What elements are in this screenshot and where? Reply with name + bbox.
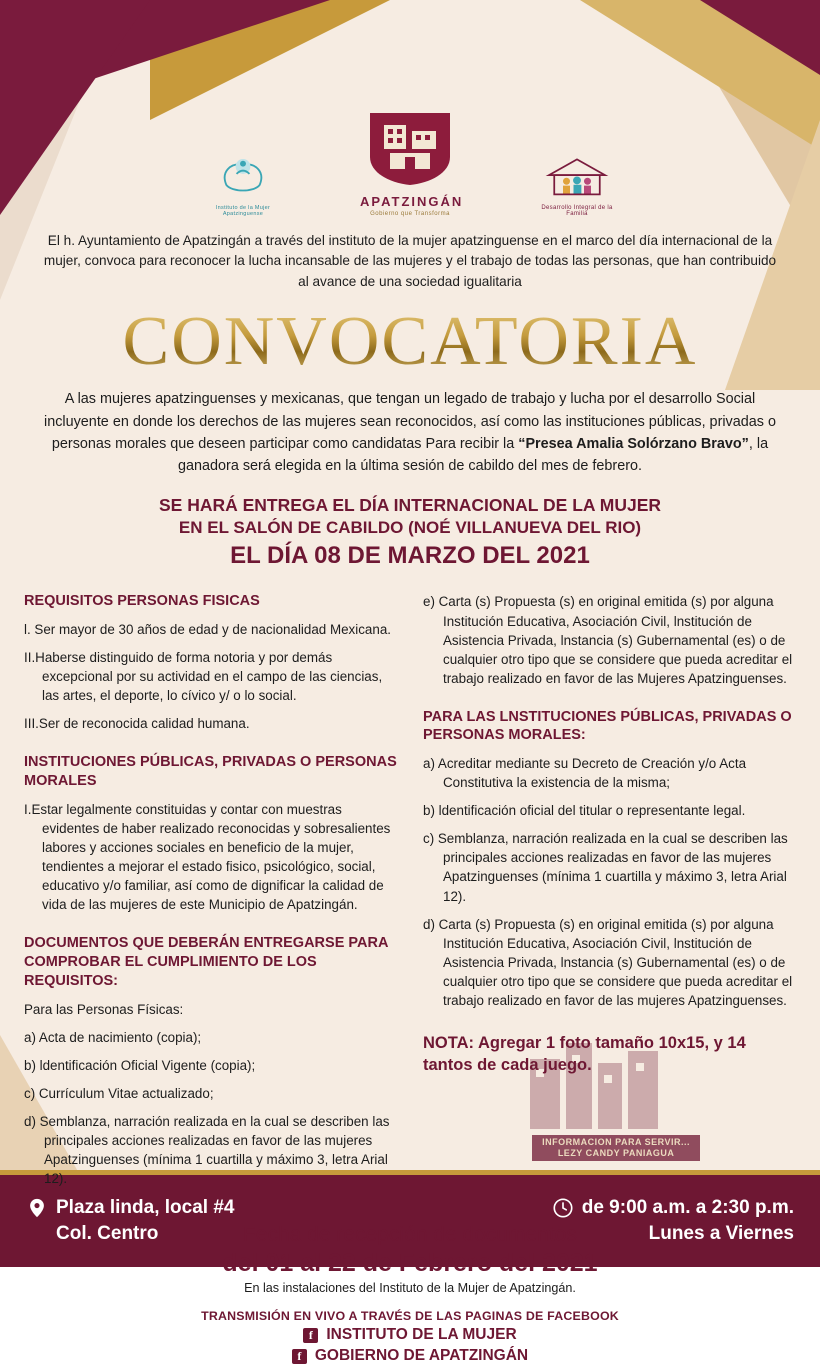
logo-apatzingan-name: APATZINGÁN <box>360 194 464 209</box>
lead-line-4: la ganadora será elegida en la última sesión de cabildo del mes de febrero. <box>178 435 769 475</box>
documentos-item: d) Semblanza, narración realizada en la cual se describen las principales acciones realizadas en favor de las mujeres Apatzinguenses (mínima 1 cuartilla y máximo 3, letra Arial 12). <box>24 1114 390 1187</box>
logo-apatzingan-tagline: Gobierno que Transforma <box>370 211 450 217</box>
facebook-icon: f <box>303 1328 318 1343</box>
page-title: CONVOCATORIA <box>18 302 802 382</box>
facebook-block <box>18 1309 802 1365</box>
event-line-1: SE HARÁ ENTREGA EL DÍA INTERNACIONAL DE LA MUJER <box>158 495 662 516</box>
presea-name: “Presea Amalia Solórzano Bravo” <box>518 435 749 452</box>
intro-paragraph: El h. Ayuntamiento de Apatzingán a través del instituto de la mujer apatzinguense en el marco del día internacional de la mujer, convoca para reconocer la lucha incansable de las mujeres y el trabajo de todas las personas, que han contribuido al avance de una sociedad igualitaria <box>43 233 777 289</box>
instituciones-item-right: b) ldentificación oficial del titular o representante legal. <box>423 803 746 819</box>
lead-line-2: incluyente en donde los derechos de las mujeres sean reconocidos, así como las instituciones públicas, privadas <box>44 413 764 430</box>
requisitos-fisicas-item: III.Ser de reconocida calidad humana. <box>24 716 250 732</box>
facebook-page-label: INSTITUTO DE LA MUJER <box>326 1326 517 1344</box>
logo-apatzingan <box>360 109 464 217</box>
event-line-3: EL DÍA 08 DE MARZO DEL 2021 <box>230 542 590 570</box>
documentos-title: DOCUMENTOS QUE DEBERÁN ENTREGARSE PARA COMPROBAR EL CUMPLIMIENTO DE LOS REQUISITOS: <box>24 935 388 990</box>
documentos-item: c) Currículum Vitae actualizado; <box>24 1085 214 1101</box>
footer-hours-line-2: Lunes a Viernes <box>648 1223 794 1244</box>
instituciones-item-left: I.Estar legalmente constituidas y contar con muestras evidentes de haber realizado reconocidas y sobresalientes labores y acciones sociales en beneficio de la mujer, tendientes a mejorar el estado fisico, psicológico, social, educativo y/o familiar, así como de dignificar la calidad de vida de las mujeres de este Municipio de Apatzingán. <box>24 802 391 913</box>
logo-dif <box>540 154 614 217</box>
nota-text: NOTA: Agregar 1 foto tamaño 10x15, y 14 tantos de cada juego. <box>423 1033 746 1074</box>
instituciones-item-right: a) Acreditar mediante su Decreto de Creación y/o Acta Constitutiva la existencia de la misma; <box>423 756 747 791</box>
instituciones-item-right: c) Semblanza, narración realizada en la cual se describen las principales acciones realizadas en favor de las mujeres Apatzinguenses (mínima 1 cuartilla y máximo 3, letra Arial 12). <box>423 831 788 904</box>
documentos-item: b) ldentificación Oficial Vigente (copia); <box>24 1057 256 1073</box>
reception-line-3: En las instalaciones del Instituto de la Mujer de Apatzingán. <box>244 1281 576 1296</box>
facebook-header: TRANSMISIÓN EN VIVO A TRAVÉS DE LAS PAGINAS DE FACEBOOK <box>201 1309 619 1324</box>
event-line-2: EN EL SALÓN DE CABILDO (NOÉ VILLANUEVA DEL RIO) <box>178 518 642 538</box>
dif-family-house-icon <box>542 154 612 198</box>
requirements-columns <box>18 592 802 1197</box>
logo-instituto-mujer-caption: Instituto de la Mujer Apatzinguense <box>215 205 271 217</box>
footer-hours-line-1: de 9:00 a.m. a 2:30 p.m. <box>581 1197 794 1219</box>
logo-instituto-mujer <box>206 146 280 217</box>
footer-address-line-2: Col. Centro <box>56 1223 159 1244</box>
event-block <box>18 495 802 570</box>
reception-block <box>18 1223 802 1295</box>
logo-row <box>18 0 802 217</box>
requisitos-fisicas-title: REQUISITOS PERSONAS FISICAS <box>24 593 260 610</box>
apatzingan-shield-icon <box>360 109 460 187</box>
reception-line-2: del 01 al 22 de Febrero del 2021 <box>222 1249 598 1278</box>
documentos-subtitle: Para las Personas Físicas: <box>24 1001 184 1017</box>
reception-line-1: Fecha de recepción de documentos <box>243 1223 577 1247</box>
logo-dif-caption: Desarrollo Integral de la Familia <box>541 205 613 217</box>
right-column <box>423 592 796 1197</box>
watermark-line-1: INFORMACION PARA SERVIR... <box>542 1136 690 1147</box>
facebook-page-row[interactable] <box>18 1347 802 1365</box>
documentos-item: a) Acta de nacimiento (copia); <box>24 1029 202 1045</box>
requisitos-fisicas-item: l. Ser mayor de 30 años de edad y de nacionalidad Mexicana. <box>24 622 391 638</box>
footer-address-line-1: Plaza linda, local #4 <box>56 1197 235 1219</box>
requisitos-fisicas-item: II.Haberse distinguido de forma notoria y por demás excepcional por su actividad en el campo de las ciencias, las artes, el deporte, lo cívico y/ o lo social. <box>24 650 383 704</box>
instituciones-title-left: INSTITUCIONES PÚBLICAS, PRIVADAS O PERSONAS MORALES <box>24 754 397 790</box>
documentos-item-carry: e) Carta (s) Propuesta (s) en original emitida (s) por alguna Institución Educativa, Asociación Civil, lnstitución de Asistencia Privada, lnstancia (s) Gubernamental (es) o de cualquier otro tipo que se considere que pueda acreditar el trabajo realizado en favor de las Mujeres Apatzinguenses. <box>423 594 793 686</box>
watermark-band <box>532 1135 700 1162</box>
lead-line-1: A las mujeres apatzinguenses y mexicanas, que tengan un legado de trabajo y lucha por el desarrollo Social <box>64 391 756 408</box>
facebook-page-row[interactable] <box>18 1326 802 1344</box>
left-column <box>24 592 397 1197</box>
lead-line-3a: o personas morales que deseen participar como candidatas Para recibir la <box>51 413 776 452</box>
instituciones-title-right: PARA LAS LNSTITUCIONES PÚBLICAS, PRIVADAS O PERSONAS MORALES: <box>423 708 792 744</box>
watermark-line-2: LEZY CANDY PANIAGUA <box>557 1147 675 1158</box>
lead-line-3c: , <box>748 435 753 452</box>
facebook-icon: f <box>292 1349 307 1364</box>
lead-paragraph <box>34 388 786 477</box>
instituciones-item-right: d) Carta (s) Propuesta (s) en original emitida (s) por alguna Institución Educativa, Asociación Civil, lnstitución de Asistencia Privada, lnstancia (s) Gubernamental (es) o de cualquier otro tipo que se considere que pueda acreditar el trabajo realizado en favor de las mujeres Apatzinguenses. <box>423 916 793 1008</box>
instituto-mujer-icon <box>206 146 280 198</box>
facebook-page-label: GOBIERNO DE APATZINGÁN <box>314 1347 529 1365</box>
